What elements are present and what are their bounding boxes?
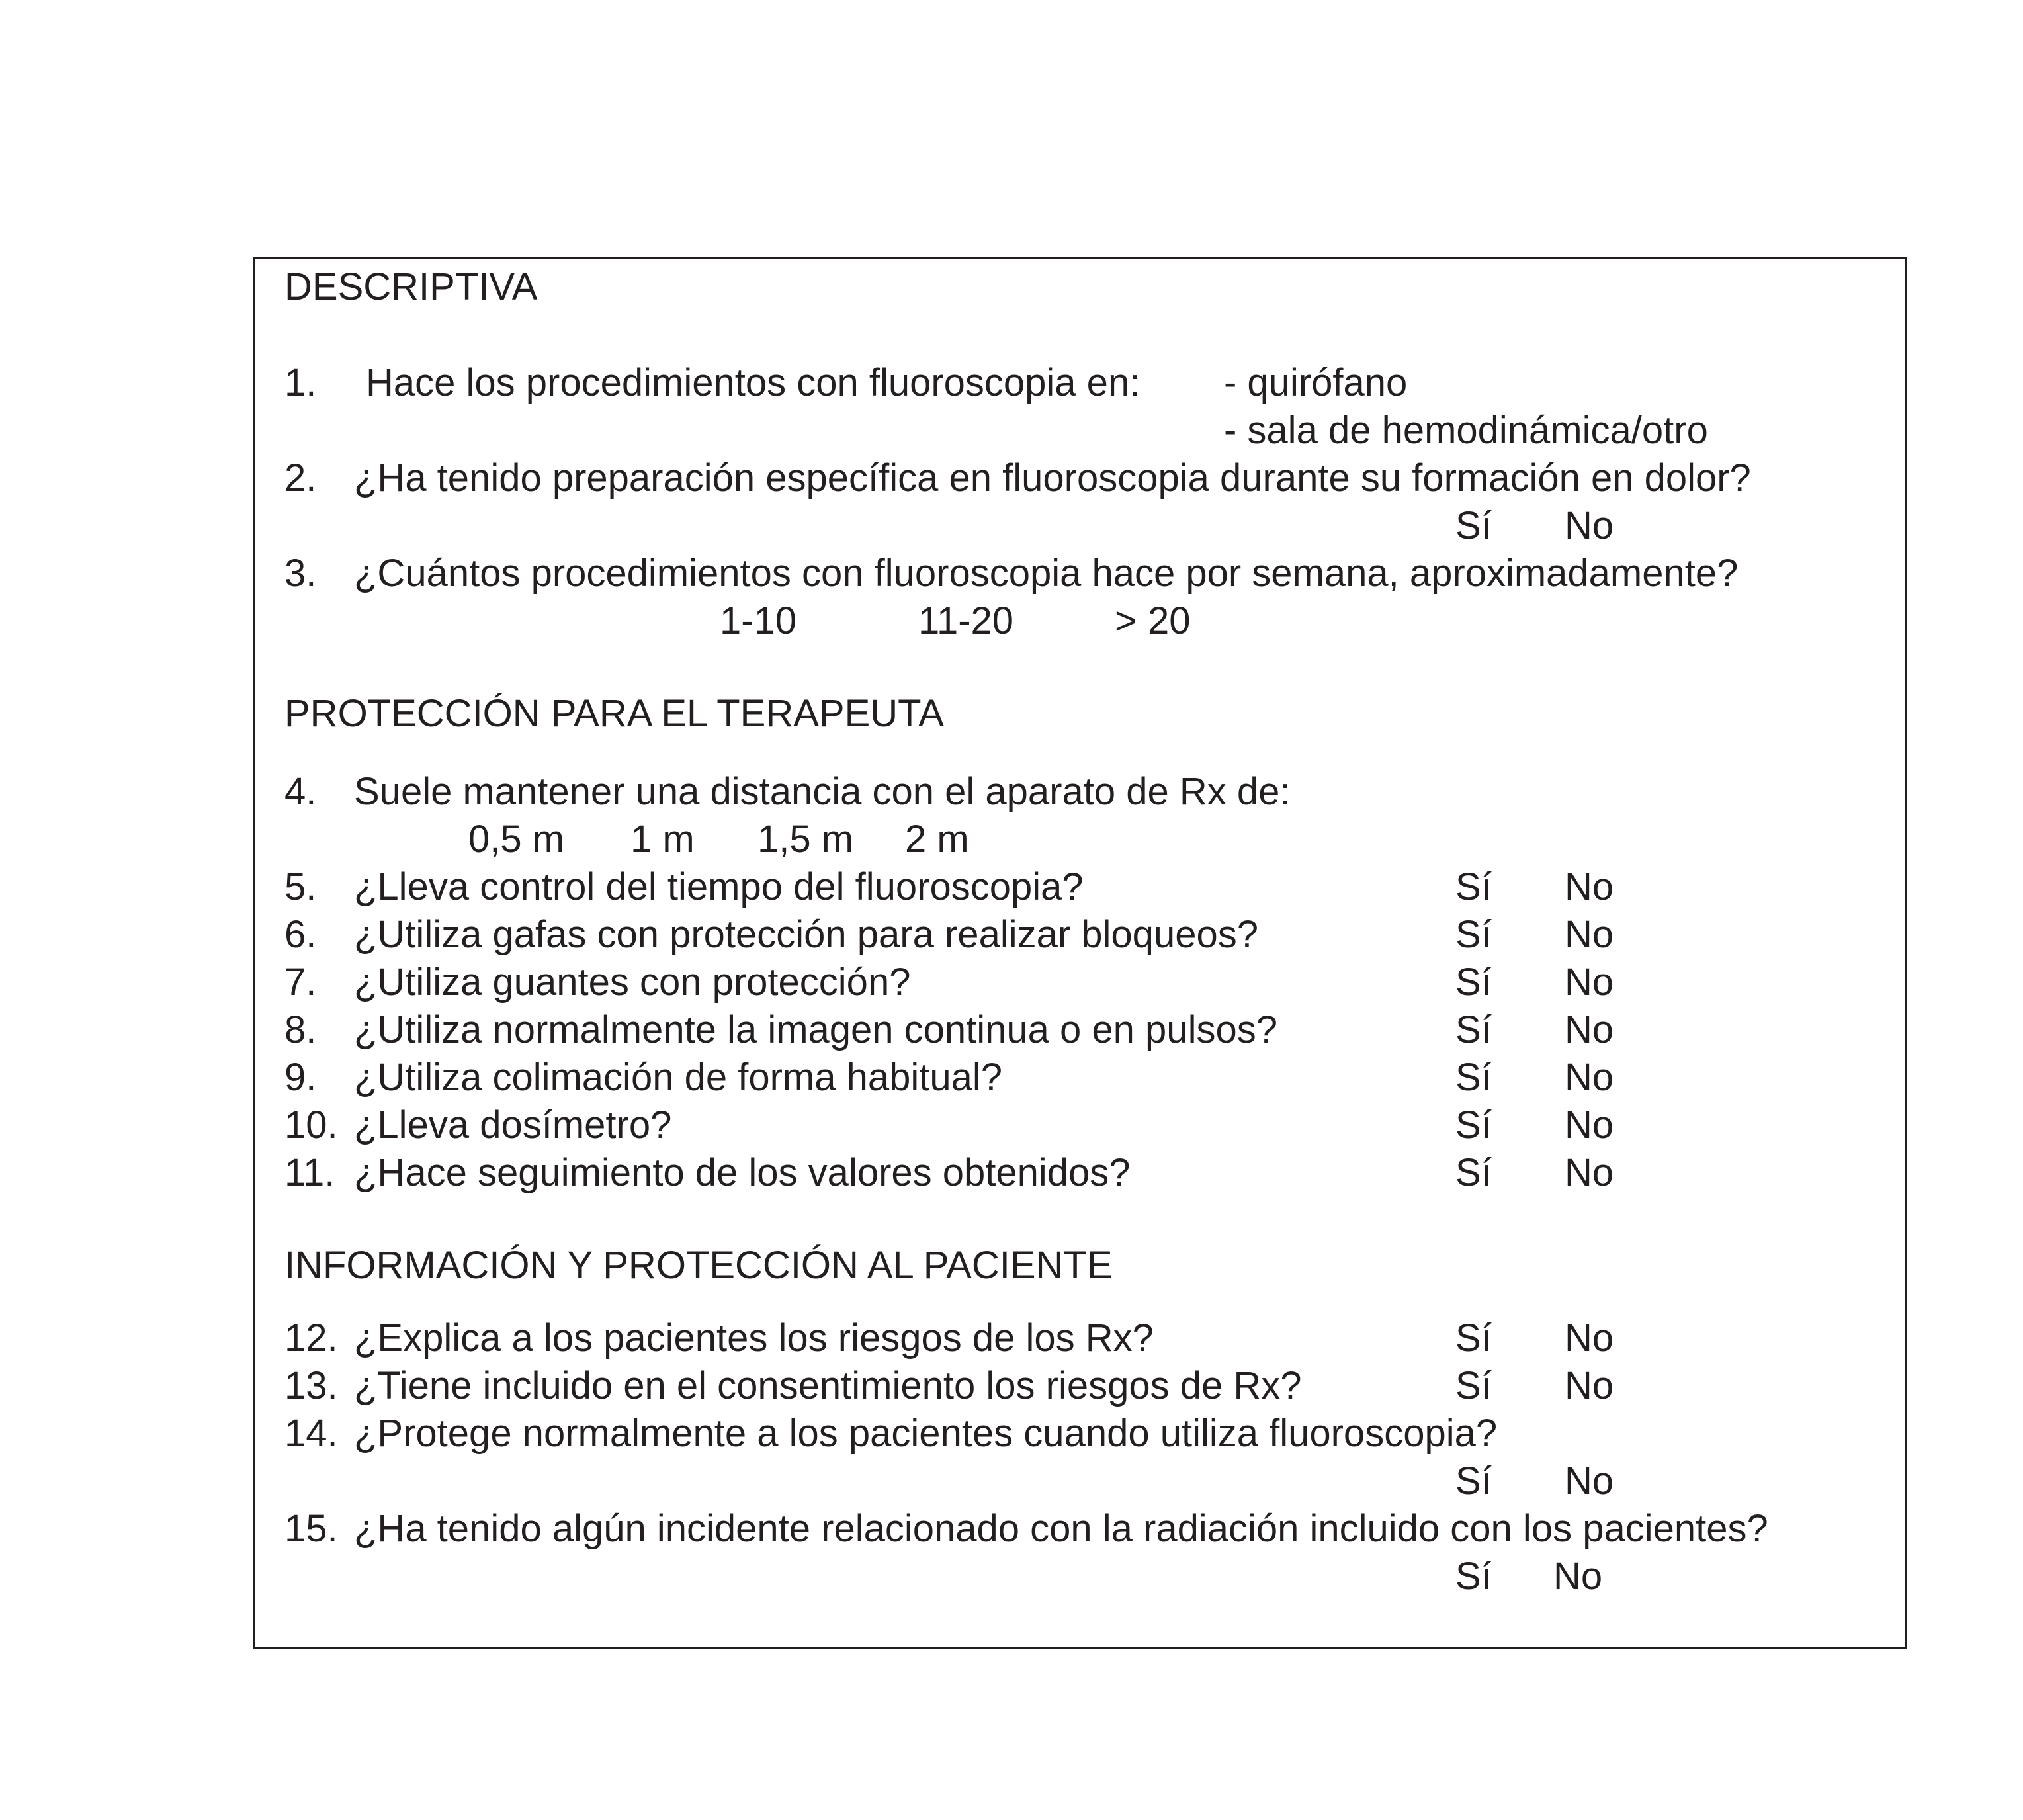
- question-15-answer-yes: Sí: [1455, 1555, 1492, 1598]
- question-5-number: 5.: [284, 865, 317, 908]
- question-9-number: 9.: [284, 1056, 317, 1099]
- question-4-option-1m: 1 m: [630, 818, 695, 861]
- section-heading-descriptiva: DESCRIPTIVA: [284, 265, 538, 308]
- question-7-number: 7.: [284, 961, 317, 1004]
- question-6-answer-no: No: [1565, 913, 1614, 956]
- question-6-text: ¿Utiliza gafas con protección para realizar bloqueos?: [354, 913, 1258, 956]
- question-1-number: 1.: [284, 361, 317, 404]
- question-2-answer-no: No: [1565, 504, 1614, 547]
- section-heading-informacion-paciente: INFORMACIÓN Y PROTECCIÓN AL PACIENTE: [284, 1244, 1113, 1287]
- question-1-text: Hace los procedimientos con fluoroscopia en:: [366, 361, 1141, 404]
- question-12-text: ¿Explica a los pacientes los riesgos de los Rx?: [354, 1317, 1154, 1360]
- question-8-text: ¿Utiliza normalmente la imagen continua o en pulsos?: [354, 1008, 1277, 1051]
- question-9-text: ¿Utiliza colimación de forma habitual?: [354, 1056, 1002, 1099]
- question-6-answer-yes: Sí: [1455, 913, 1492, 956]
- question-3-option-11-20: 11-20: [918, 599, 1014, 642]
- question-10-number: 10.: [284, 1104, 338, 1147]
- question-15-text: ¿Ha tenido algún incidente relacionado con la radiación incluido con los pacientes?: [354, 1507, 1768, 1550]
- question-13-answer-no: No: [1565, 1364, 1614, 1407]
- question-3-option-1-10: 1-10: [720, 599, 797, 642]
- question-5-answer-yes: Sí: [1455, 865, 1492, 908]
- question-10-answer-yes: Sí: [1455, 1104, 1492, 1147]
- question-5-text: ¿Lleva control del tiempo del fluoroscopia?: [354, 865, 1084, 908]
- question-12-answer-yes: Sí: [1455, 1317, 1492, 1360]
- question-7-text: ¿Utiliza guantes con protección?: [354, 961, 911, 1004]
- question-13-number: 13.: [284, 1364, 338, 1407]
- question-14-answer-yes: Sí: [1455, 1459, 1492, 1502]
- question-4-option-0-5m: 0,5 m: [468, 818, 565, 861]
- question-3-option-over-20: > 20: [1115, 599, 1191, 642]
- question-15-number: 15.: [284, 1507, 338, 1550]
- question-6-number: 6.: [284, 913, 317, 956]
- question-2-text: ¿Ha tenido preparación específica en fluoroscopia durante su formación en dolor?: [354, 456, 1751, 499]
- question-9-answer-yes: Sí: [1455, 1056, 1492, 1099]
- question-4-option-2m: 2 m: [905, 818, 969, 861]
- question-4-number: 4.: [284, 770, 317, 813]
- question-12-answer-no: No: [1565, 1317, 1614, 1360]
- question-4-text: Suele mantener una distancia con el aparato de Rx de:: [354, 770, 1291, 813]
- question-5-answer-no: No: [1565, 865, 1614, 908]
- question-1-option-quirofano: - quirófano: [1224, 361, 1408, 404]
- question-8-number: 8.: [284, 1008, 317, 1051]
- question-8-answer-yes: Sí: [1455, 1008, 1492, 1051]
- question-9-answer-no: No: [1565, 1056, 1614, 1099]
- question-4-option-1-5m: 1,5 m: [757, 818, 854, 861]
- question-8-answer-no: No: [1565, 1008, 1614, 1051]
- question-14-answer-no: No: [1565, 1459, 1614, 1502]
- question-10-text: ¿Lleva dosímetro?: [354, 1104, 672, 1147]
- question-10-answer-no: No: [1565, 1104, 1614, 1147]
- question-11-answer-no: No: [1565, 1151, 1614, 1194]
- question-14-text: ¿Protege normalmente a los pacientes cuando utiliza fluoroscopia?: [354, 1412, 1498, 1455]
- question-15-answer-no: No: [1553, 1555, 1603, 1598]
- question-3-number: 3.: [284, 552, 317, 595]
- question-7-answer-yes: Sí: [1455, 961, 1492, 1004]
- question-11-answer-yes: Sí: [1455, 1151, 1492, 1194]
- question-2-answer-yes: Sí: [1455, 504, 1492, 547]
- question-12-number: 12.: [284, 1317, 338, 1360]
- question-13-text: ¿Tiene incluido en el consentimiento los riesgos de Rx?: [354, 1364, 1302, 1407]
- question-13-answer-yes: Sí: [1455, 1364, 1492, 1407]
- section-heading-proteccion-terapeuta: PROTECCIÓN PARA EL TERAPEUTA: [284, 692, 944, 735]
- question-11-number: 11.: [284, 1151, 335, 1194]
- question-7-answer-no: No: [1565, 961, 1614, 1004]
- question-11-text: ¿Hace seguimiento de los valores obtenidos?: [354, 1151, 1131, 1194]
- question-3-text: ¿Cuántos procedimientos con fluoroscopia hace por semana, aproximadamente?: [354, 552, 1739, 595]
- question-1-option-sala: - sala de hemodinámica/otro: [1224, 409, 1708, 452]
- question-2-number: 2.: [284, 456, 317, 499]
- question-14-number: 14.: [284, 1412, 338, 1455]
